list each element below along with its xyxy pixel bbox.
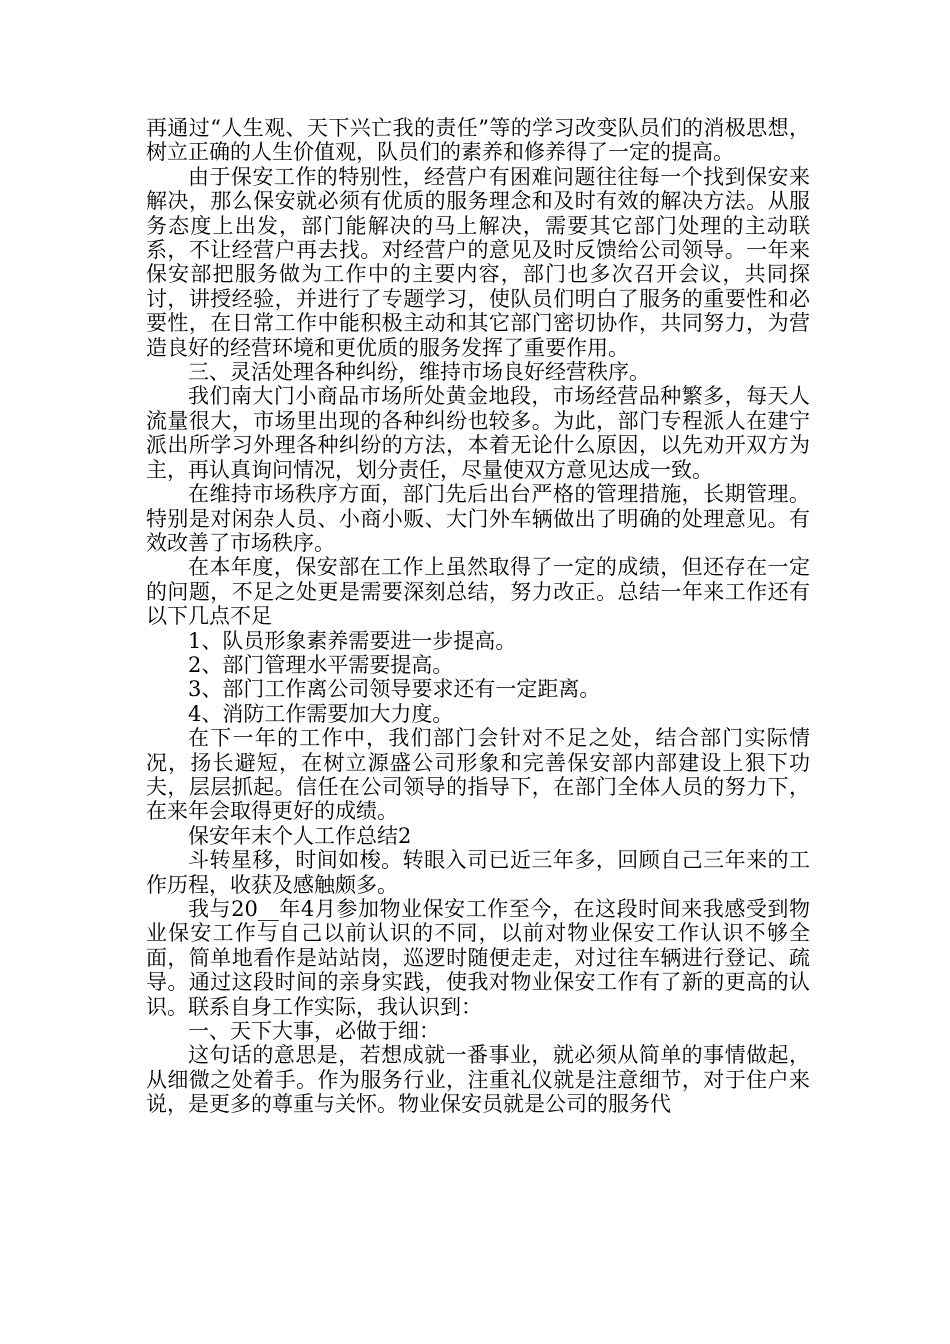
- paragraph: 再通过“人生观、天下兴亡我的责任”等的学习改变队员们的消极思想，树立正确的人生价值观，队员们的素养和修养得了一定的提高。: [146, 116, 810, 165]
- list-item: 4、消防工作需要加大力度。: [188, 701, 454, 726]
- document-subtitle: 保安年末个人工作总结2: [188, 823, 412, 848]
- list-item: 2、部门管理水平需要提高。: [188, 652, 454, 677]
- paragraph: 由于保安工作的特别性，经营户有困难问题往往每一个找到保安来解决，那么保安就必须有优质的服务理念和及时有效的解决方法。从服务态度上出发，部门能解决的马上解决，需要其它部门处理的主动联系，不让经营户再去找。对经营户的意见及时反馈给公司领导。一年来保安部把服务做为工作中的主要内容，部门也多次召开会议，共同探讨，讲授经验，并进行了专题学习，使队员们明白了服务的重要性和必要性，在日常工作中能积极主动和其它部门密切协作，共同努力，为营造良好的经营环境和更优质的服务发挥了重要作用。: [146, 164, 810, 360]
- paragraph: 这句话的意思是，若想成就一番事业，就必须从简单的事情做起，从细微之处着手。作为服务行业，注重礼仪就是注意细节，对于住户来说，是更多的尊重与关怀。物业保安员就是公司的服务代: [146, 1043, 810, 1117]
- paragraph: 在维持市场秩序方面，部门先后出台严格的管理措施，长期管理。特别是对闲杂人员、小商小贩、大门外车辆做出了明确的处理意见。有效改善了市场秩序。: [146, 482, 810, 555]
- document-body: [146, 116, 810, 1117]
- section-heading: 三、灵活处理各种纠纷，维持市场良好经营秩序。: [188, 360, 650, 385]
- list-item: 1、队员形象素养需要进一步提高。: [188, 628, 517, 653]
- paragraph: 在下一年的工作中，我们部门会针对不足之处，结合部门实际情况，扬长避短，在树立源盛公司形象和完善保安部内部建设上狠下功夫，层层抓起。信任在公司领导的指导下，在部门全体人员的努力下，在来年会取得更好的成绩。: [146, 726, 810, 824]
- paragraph: 我与20__年4月参加物业保安工作至今，在这段时间来我感受到物业保安工作与自己以前认识的不同，以前对物业保安工作认识不够全面，简单地看作是站站岗，巡逻时随便走走，对过往车辆进行登记、疏导。通过这段时间的亲身实践，使我对物业保安工作有了新的更高的认识。联系自身工作实际，我认识到：: [146, 897, 810, 1019]
- paragraph: 斗转星移，时间如梭。转眼入司已近三年多，回顾自己三年来的工作历程，收获及感触颇多。: [146, 848, 810, 897]
- list-item: 3、部门工作离公司领导要求还有一定距离。: [188, 677, 601, 702]
- paragraph: 我们南大门小商品市场所处黄金地段，市场经营品种繁多，每天人流量很大，市场里出现的各种纠纷也较多。为此，部门专程派人在建宁派出所学习外理各种纠纷的方法，本着无论什么原因，以先劝开双方为主，再认真询问情况，划分责任，尽量使双方意见达成一致。: [146, 384, 810, 482]
- paragraph: 在本年度，保安部在工作上虽然取得了一定的成绩，但还存在一定的问题，不足之处更是需要深刻总结，努力改正。总结一年来工作还有以下几点不足: [146, 555, 810, 629]
- section-heading: 一、天下大事，必做于细：: [188, 1019, 440, 1044]
